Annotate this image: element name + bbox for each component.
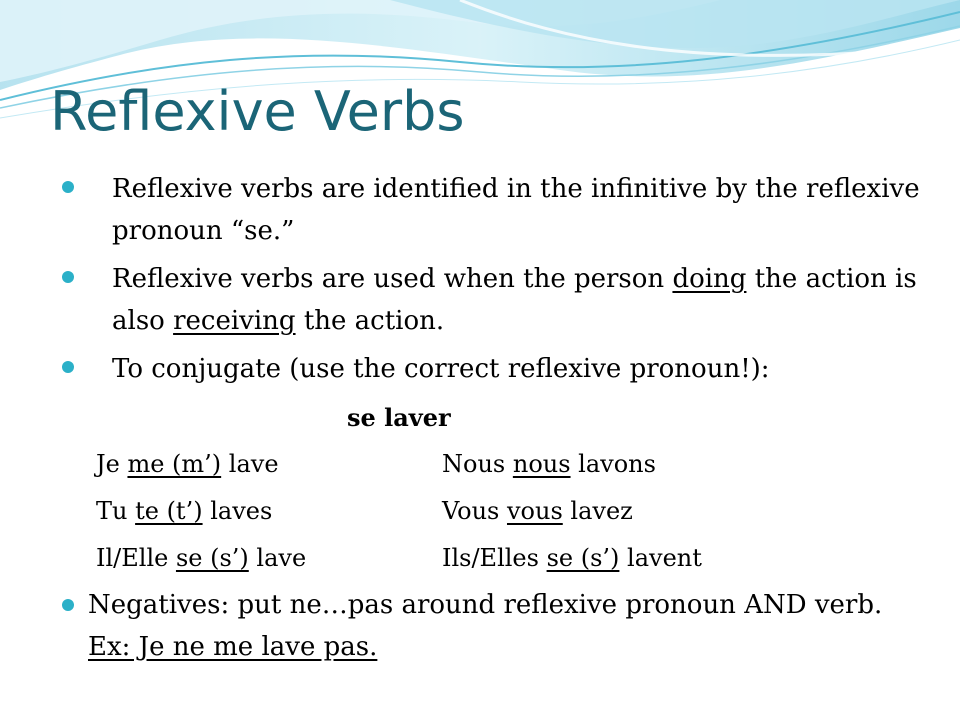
verb-form: lavez [562, 497, 633, 525]
bullet-item [0, 348, 960, 390]
bullet-icon [62, 599, 74, 611]
bullet-item [0, 168, 960, 252]
negatives-text [0, 584, 960, 668]
bullet-text: Reflexive verbs are identified in the infinitive by the reflexive pronoun “se.” [112, 174, 920, 246]
negatives-bullet [0, 584, 960, 668]
subject-pronoun: Nous [442, 450, 513, 478]
subject-pronoun: Il/Elle [96, 544, 176, 572]
verb-form: laves [202, 497, 273, 525]
subject-pronoun: Je [96, 450, 128, 478]
bullet-icon [62, 271, 74, 283]
bullet-list [0, 168, 960, 396]
reflexive-pronoun: se (s’) [546, 544, 620, 572]
singular-form [96, 491, 272, 531]
verb-form: lave [248, 544, 307, 572]
bullet-item [0, 258, 960, 342]
bullet-text: the action. [295, 306, 445, 336]
verb-form: lave [221, 450, 279, 478]
plural-form [442, 538, 702, 578]
plural-form [442, 491, 633, 531]
underlined-word: receiving [173, 306, 296, 336]
verb-form: lavons [570, 450, 656, 478]
subject-pronoun: Tu [96, 497, 136, 525]
singular-form [96, 538, 306, 578]
reflexive-pronoun: te (t’) [135, 497, 203, 525]
singular-form [96, 444, 279, 484]
reflexive-pronoun: vous [506, 497, 563, 525]
bullet-text: To conjugate (use the correct reflexive pronoun!): [112, 354, 770, 384]
negatives-rule: Negatives: put ne…pas around reflexive pronoun AND verb. [88, 590, 883, 620]
slide-title: Reflexive Verbs [50, 80, 465, 143]
subject-pronoun: Vous [442, 497, 507, 525]
bullet-icon [62, 181, 74, 193]
underlined-word: doing [672, 264, 747, 294]
negatives-example: Ex: Je ne me lave pas. [88, 632, 378, 662]
conjugation-heading: se laver [347, 403, 451, 432]
bullet-icon [62, 361, 74, 373]
bullet-text: the action is also [112, 264, 917, 336]
reflexive-pronoun: nous [512, 450, 571, 478]
plural-form [442, 444, 656, 484]
verb-form: lavent [619, 544, 702, 572]
reflexive-pronoun: se (s’) [175, 544, 249, 572]
reflexive-pronoun: me (m’) [127, 450, 222, 478]
bullet-text: Reflexive verbs are used when the person [112, 264, 673, 294]
subject-pronoun: Ils/Elles [442, 544, 547, 572]
